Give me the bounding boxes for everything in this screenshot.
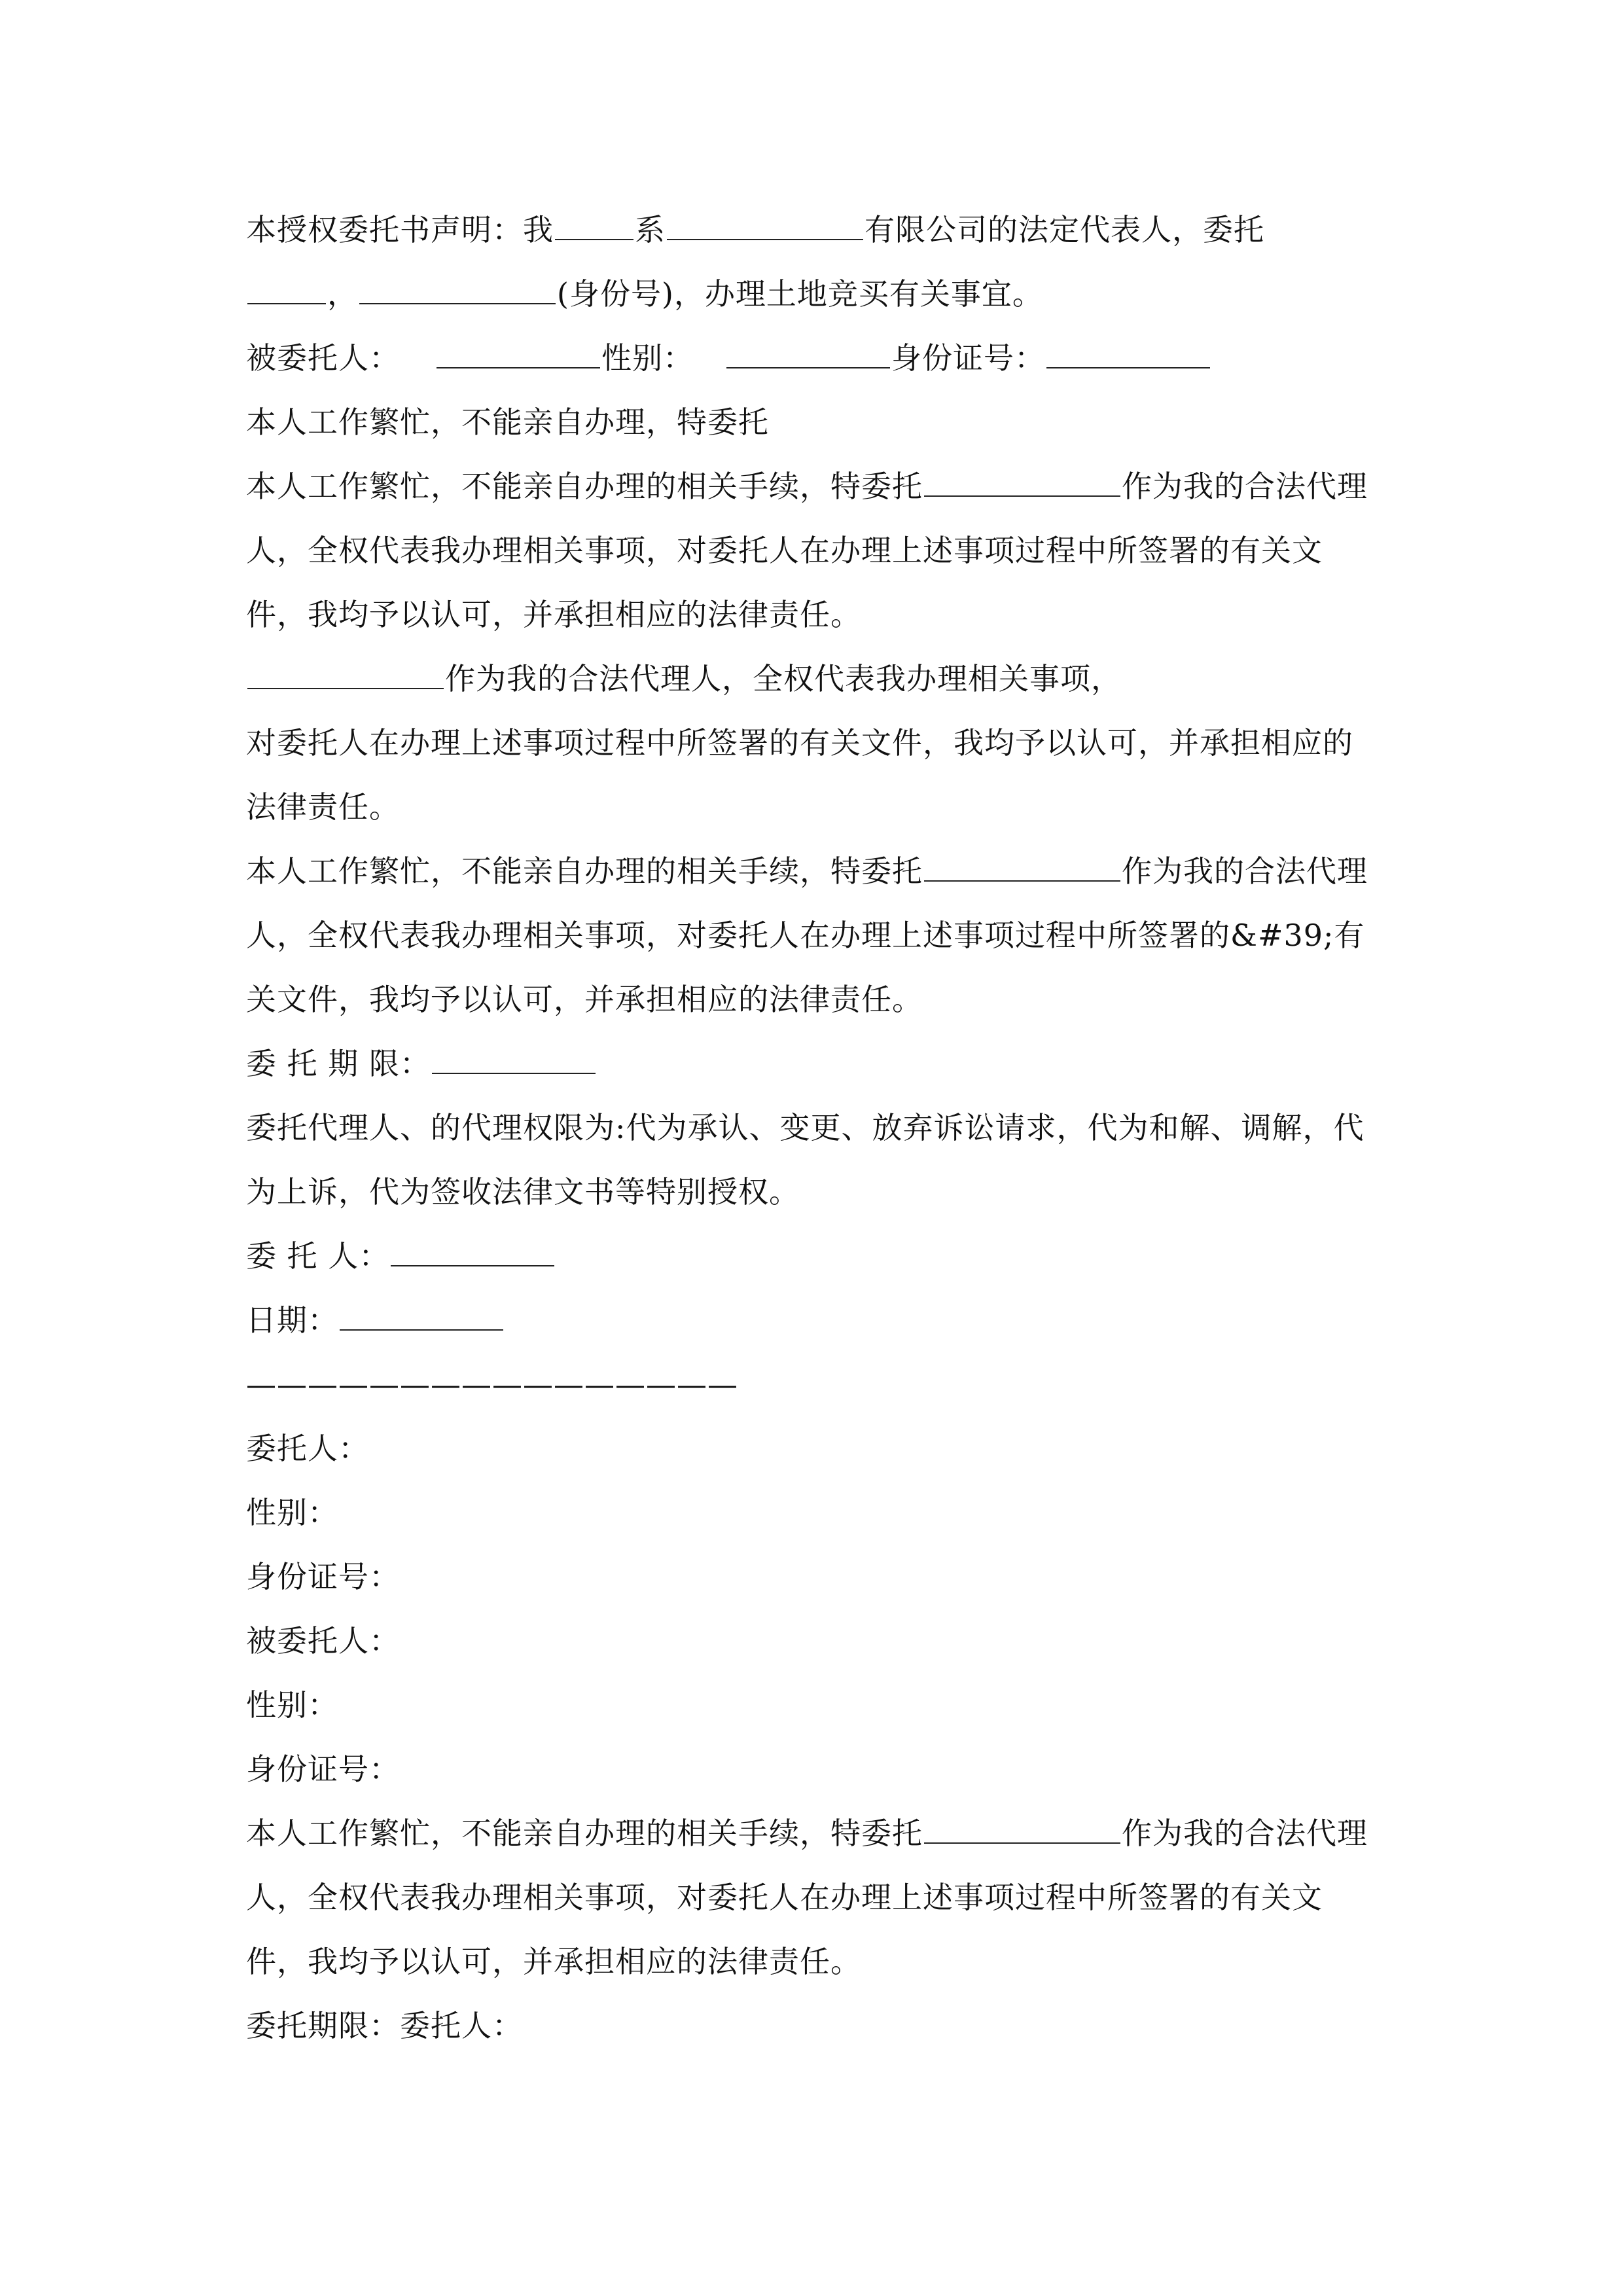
agent-label: 被委托人： (246, 340, 400, 376)
entrust-paragraph-5 (246, 1801, 1378, 1994)
entrust-line: 本人工作繁忙，不能亲自办理，特委托 (246, 404, 769, 440)
text: 作为我的合法代理人，全权代表我办理相关事项，对委托人在办理上述事项过程中所签署的有关文件，我均予以认可，并承担相应的法律责任。 (246, 1816, 1368, 1979)
separator-line: ———————————————— (246, 1367, 738, 1402)
form-gender-1: 性别： (246, 1495, 338, 1530)
form-principal: 委托人： (246, 1431, 369, 1466)
agent-info-line (246, 326, 1378, 390)
blank-field-agent (247, 654, 444, 689)
text: 本人工作繁忙，不能亲自办理的相关手续，特委托 (246, 853, 923, 889)
blank-field-company (667, 205, 863, 240)
blank-field-agent (924, 846, 1120, 882)
blank-field-id-number (1046, 333, 1210, 368)
text: 作为我的合法代理人，全权代表我办理相关事项，对委托人在办理上述事项过程中所签署的&#39;有关文件，我均予以认可，并承担相应的法律责任。 (246, 853, 1368, 1017)
entrust-paragraph-3: 对委托人在办理上述事项过程中所签署的有关文件，我均予以认可，并承担相应的法律责任。 (246, 725, 1353, 825)
text: (身份号)，办理土地竞买有关事宜。 (557, 276, 1043, 312)
entrust-paragraph-4 (246, 839, 1378, 1031)
text: 有限公司的法定代表人，委托 (865, 212, 1264, 247)
blank-field-id (359, 269, 556, 304)
text: 本人工作繁忙，不能亲自办理的相关手续，特委托 (246, 469, 923, 504)
blank-field-date (340, 1295, 503, 1331)
entrust-paragraph-2 (246, 647, 1378, 711)
blank-field-agent (924, 461, 1120, 497)
term-line (246, 1031, 1378, 1096)
blank-field-agent (247, 269, 326, 304)
form-agent: 被委托人： (246, 1623, 400, 1659)
text: 作为我的合法代理人，全权代表我办理相关事项， (445, 661, 1122, 696)
term-label: 委 托 期 限： (246, 1046, 431, 1081)
date-label: 日期： (246, 1302, 338, 1338)
form-id-2: 身份证号： (246, 1751, 400, 1787)
text: 本人工作繁忙，不能亲自办理的相关手续，特委托 (246, 1816, 923, 1851)
blank-field-gender (726, 333, 890, 368)
authority-paragraph: 委托代理人、的代理权限为:代为承认、变更、放弃诉讼请求，代为和解、调解，代为上诉，代为签收法律文书等特别授权。 (246, 1110, 1364, 1210)
declaration-line (246, 198, 1378, 262)
id-label: 身份证号： (891, 340, 1045, 376)
text: 作为我的合法代理人，全权代表我办理相关事项，对委托人在办理上述事项过程中所签署的有关文件，我均予以认可，并承担相应的法律责任。 (246, 469, 1368, 632)
document-body (246, 198, 1378, 2058)
last-line: 委托期限：委托人： (246, 2008, 523, 2043)
form-gender-2: 性别： (246, 1687, 338, 1723)
entrust-paragraph-1 (246, 454, 1378, 647)
text: 系 (635, 212, 666, 247)
blank-field-agent-name (437, 333, 600, 368)
form-id-1: 身份证号： (246, 1559, 400, 1594)
blank-field-principal (391, 1231, 554, 1266)
date-line (246, 1288, 1378, 1352)
blank-field-term (432, 1039, 596, 1074)
declaration-line-2 (246, 262, 1378, 326)
blank-field-agent (924, 1808, 1120, 1844)
principal-label: 委 托 人： (246, 1238, 390, 1274)
principal-line (246, 1224, 1378, 1288)
text: 本授权委托书声明：我 (246, 212, 554, 247)
blank-field-name (555, 205, 633, 240)
text: ， (327, 276, 358, 312)
gender-label: 性别： (601, 340, 694, 376)
